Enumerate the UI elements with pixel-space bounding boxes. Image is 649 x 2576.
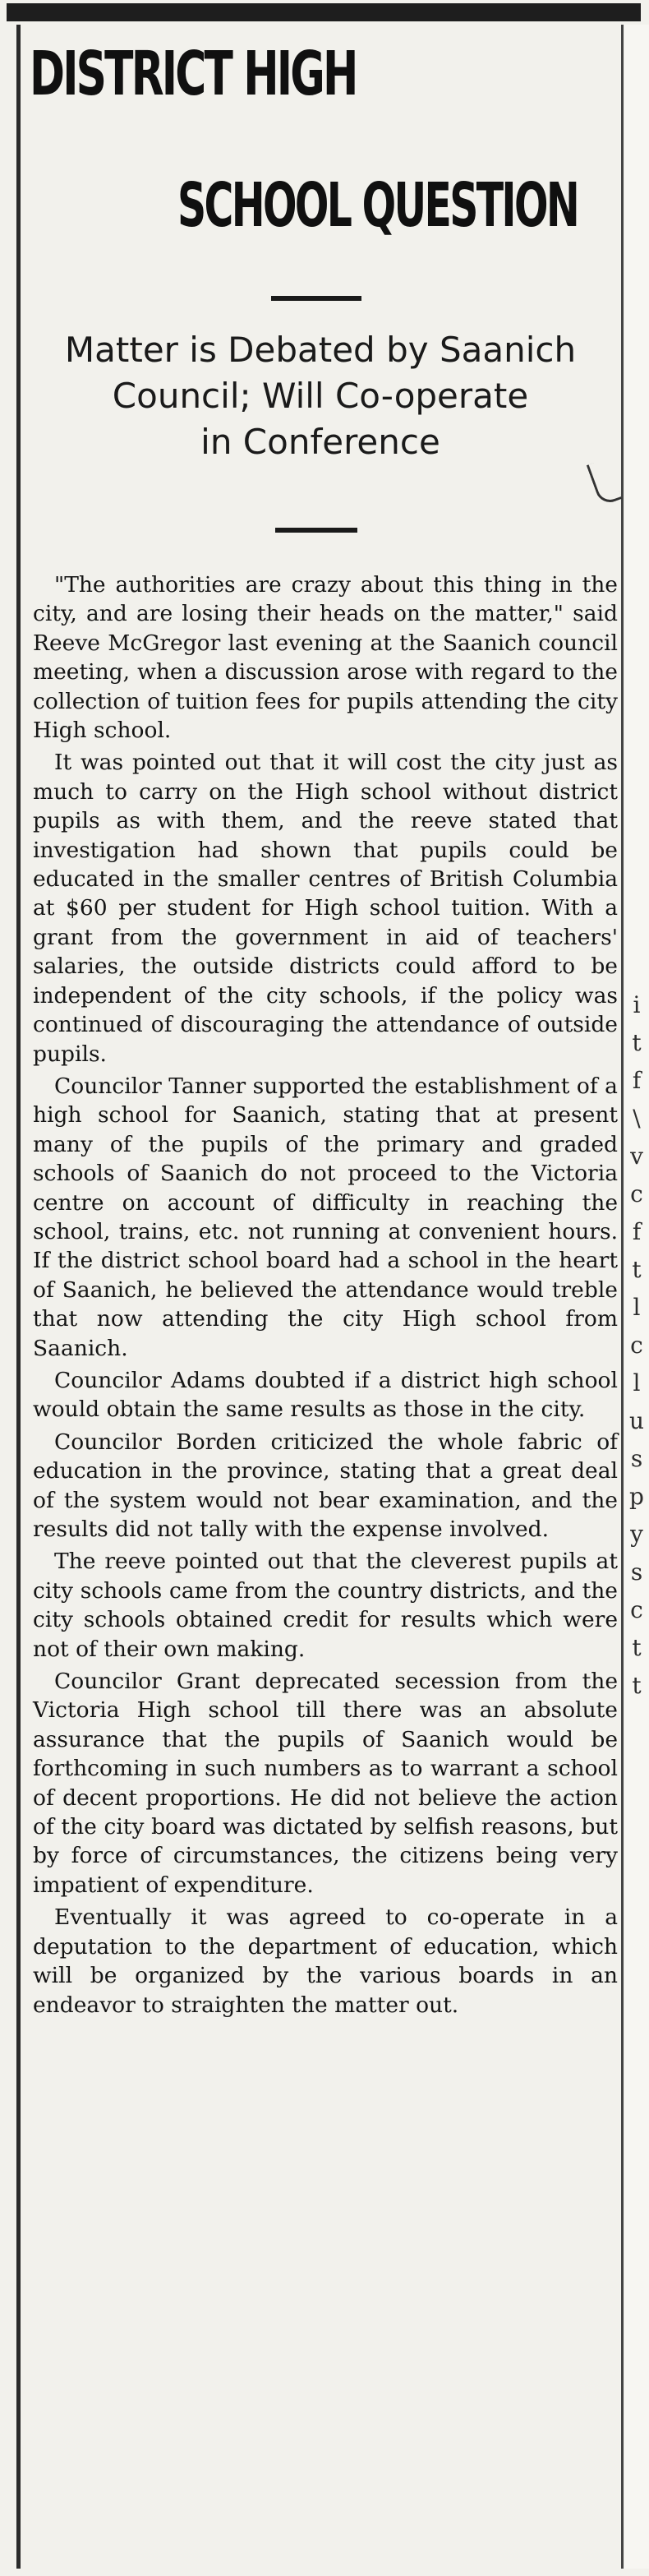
edge-letter: c <box>630 1332 643 1359</box>
headline-line-2: SCHOOL QUESTION <box>177 170 578 241</box>
column-rule-left <box>16 25 21 2569</box>
subhead-line: Council; Will Co-operate <box>112 376 529 416</box>
edge-letter: c <box>630 1180 643 1207</box>
edge-letter: y <box>630 1521 643 1548</box>
subhead-line: Matter is Debated by Saanich <box>64 330 577 370</box>
article-body <box>33 570 618 2023</box>
subhead-divider <box>275 528 357 533</box>
paragraph: Councilor Tanner supported the establishment of a high school for Saanich, stating that at present many of the pupils of the primary and graded schools of Saanich do not proceed to the Victoria centre on account of difficulty in reaching the school, trains, etc. not running at convenient hours. If the district school board had a school in the heart of Saanich, he believed the attendance would treble that now attending the city High school from Saanich. <box>33 1073 618 1361</box>
paragraph: Councilor Grant deprecated secession from the Victoria High school till there was an absolute assurance that the pupils of Saanich would be forthcoming in such numbers as to warrant a school of decent proportions. He did not believe the action of the city board was dictated by selfish reasons, but by force of circumstances, the citizens being very impatient of expenditure. <box>33 1669 618 1898</box>
edge-letter: s <box>630 1445 643 1472</box>
edge-letter: u <box>628 1407 645 1434</box>
edge-letter: f <box>632 1067 642 1094</box>
headline-divider <box>271 296 361 301</box>
headline-line-1: DISTRICT HIGH <box>30 39 357 109</box>
paragraph: Councilor Borden criticized the whole fabric of education in the province, stating that a great deal of the system would not bear examination, and the results did not tally with the expense involved. <box>33 1429 618 1542</box>
paragraph: Eventually it was agreed to co-operate in a deputation to the department of education, which will be organized by the various boards in an endeavor to straighten the matter out. <box>33 1904 618 2018</box>
edge-letter: c <box>630 1596 643 1623</box>
edge-letter: t <box>632 1634 642 1661</box>
top-rule <box>7 3 641 21</box>
edge-letter: p <box>629 1483 644 1510</box>
paragraph: "The authorities are crazy about this thing in the city, and are losing their heads on the matter," said Reeve McGregor last evening at the Saanich council meeting, when a discussion arose with regard to the collection of tuition fees for pupils attending the city High school. <box>33 572 618 744</box>
edge-letter: f <box>632 1218 642 1245</box>
edge-letter: t <box>632 1029 642 1056</box>
edge-letter: i <box>633 991 641 1018</box>
edge-letter: t <box>632 1256 642 1283</box>
edge-letter: l <box>633 1369 641 1396</box>
handwritten-mark <box>587 458 622 506</box>
edge-letter: \ <box>633 1105 641 1132</box>
edge-letter: v <box>630 1143 643 1170</box>
paragraph: Councilor Adams doubted if a district high school would obtain the same results as those in the city. <box>33 1367 618 1423</box>
adjacent-column-fragments <box>626 986 647 1705</box>
subheadline <box>25 327 616 465</box>
subhead-line: in Conference <box>200 422 440 462</box>
edge-letter: l <box>633 1294 641 1321</box>
edge-letter: t <box>632 1672 642 1699</box>
edge-letter: s <box>630 1558 643 1586</box>
column-rule-right <box>621 25 624 2569</box>
paragraph: The reeve pointed out that the cleverest pupils at city schools came from the country districts, and the city schools obtained credit for results which were not of their own making. <box>33 1549 618 1662</box>
paragraph: It was pointed out that it will cost the city just as much to carry on the High school without district pupils as with them, and the reeve stated that investigation had shown that pupils could be educated in the smaller centres of British Columbia at $60 per student for High school tuition. With a grant from the government in aid of teachers' salaries, the outside districts could afford to be independent of the city schools, if the policy was continued of discouraging the attendance of outside pupils. <box>33 750 618 1067</box>
